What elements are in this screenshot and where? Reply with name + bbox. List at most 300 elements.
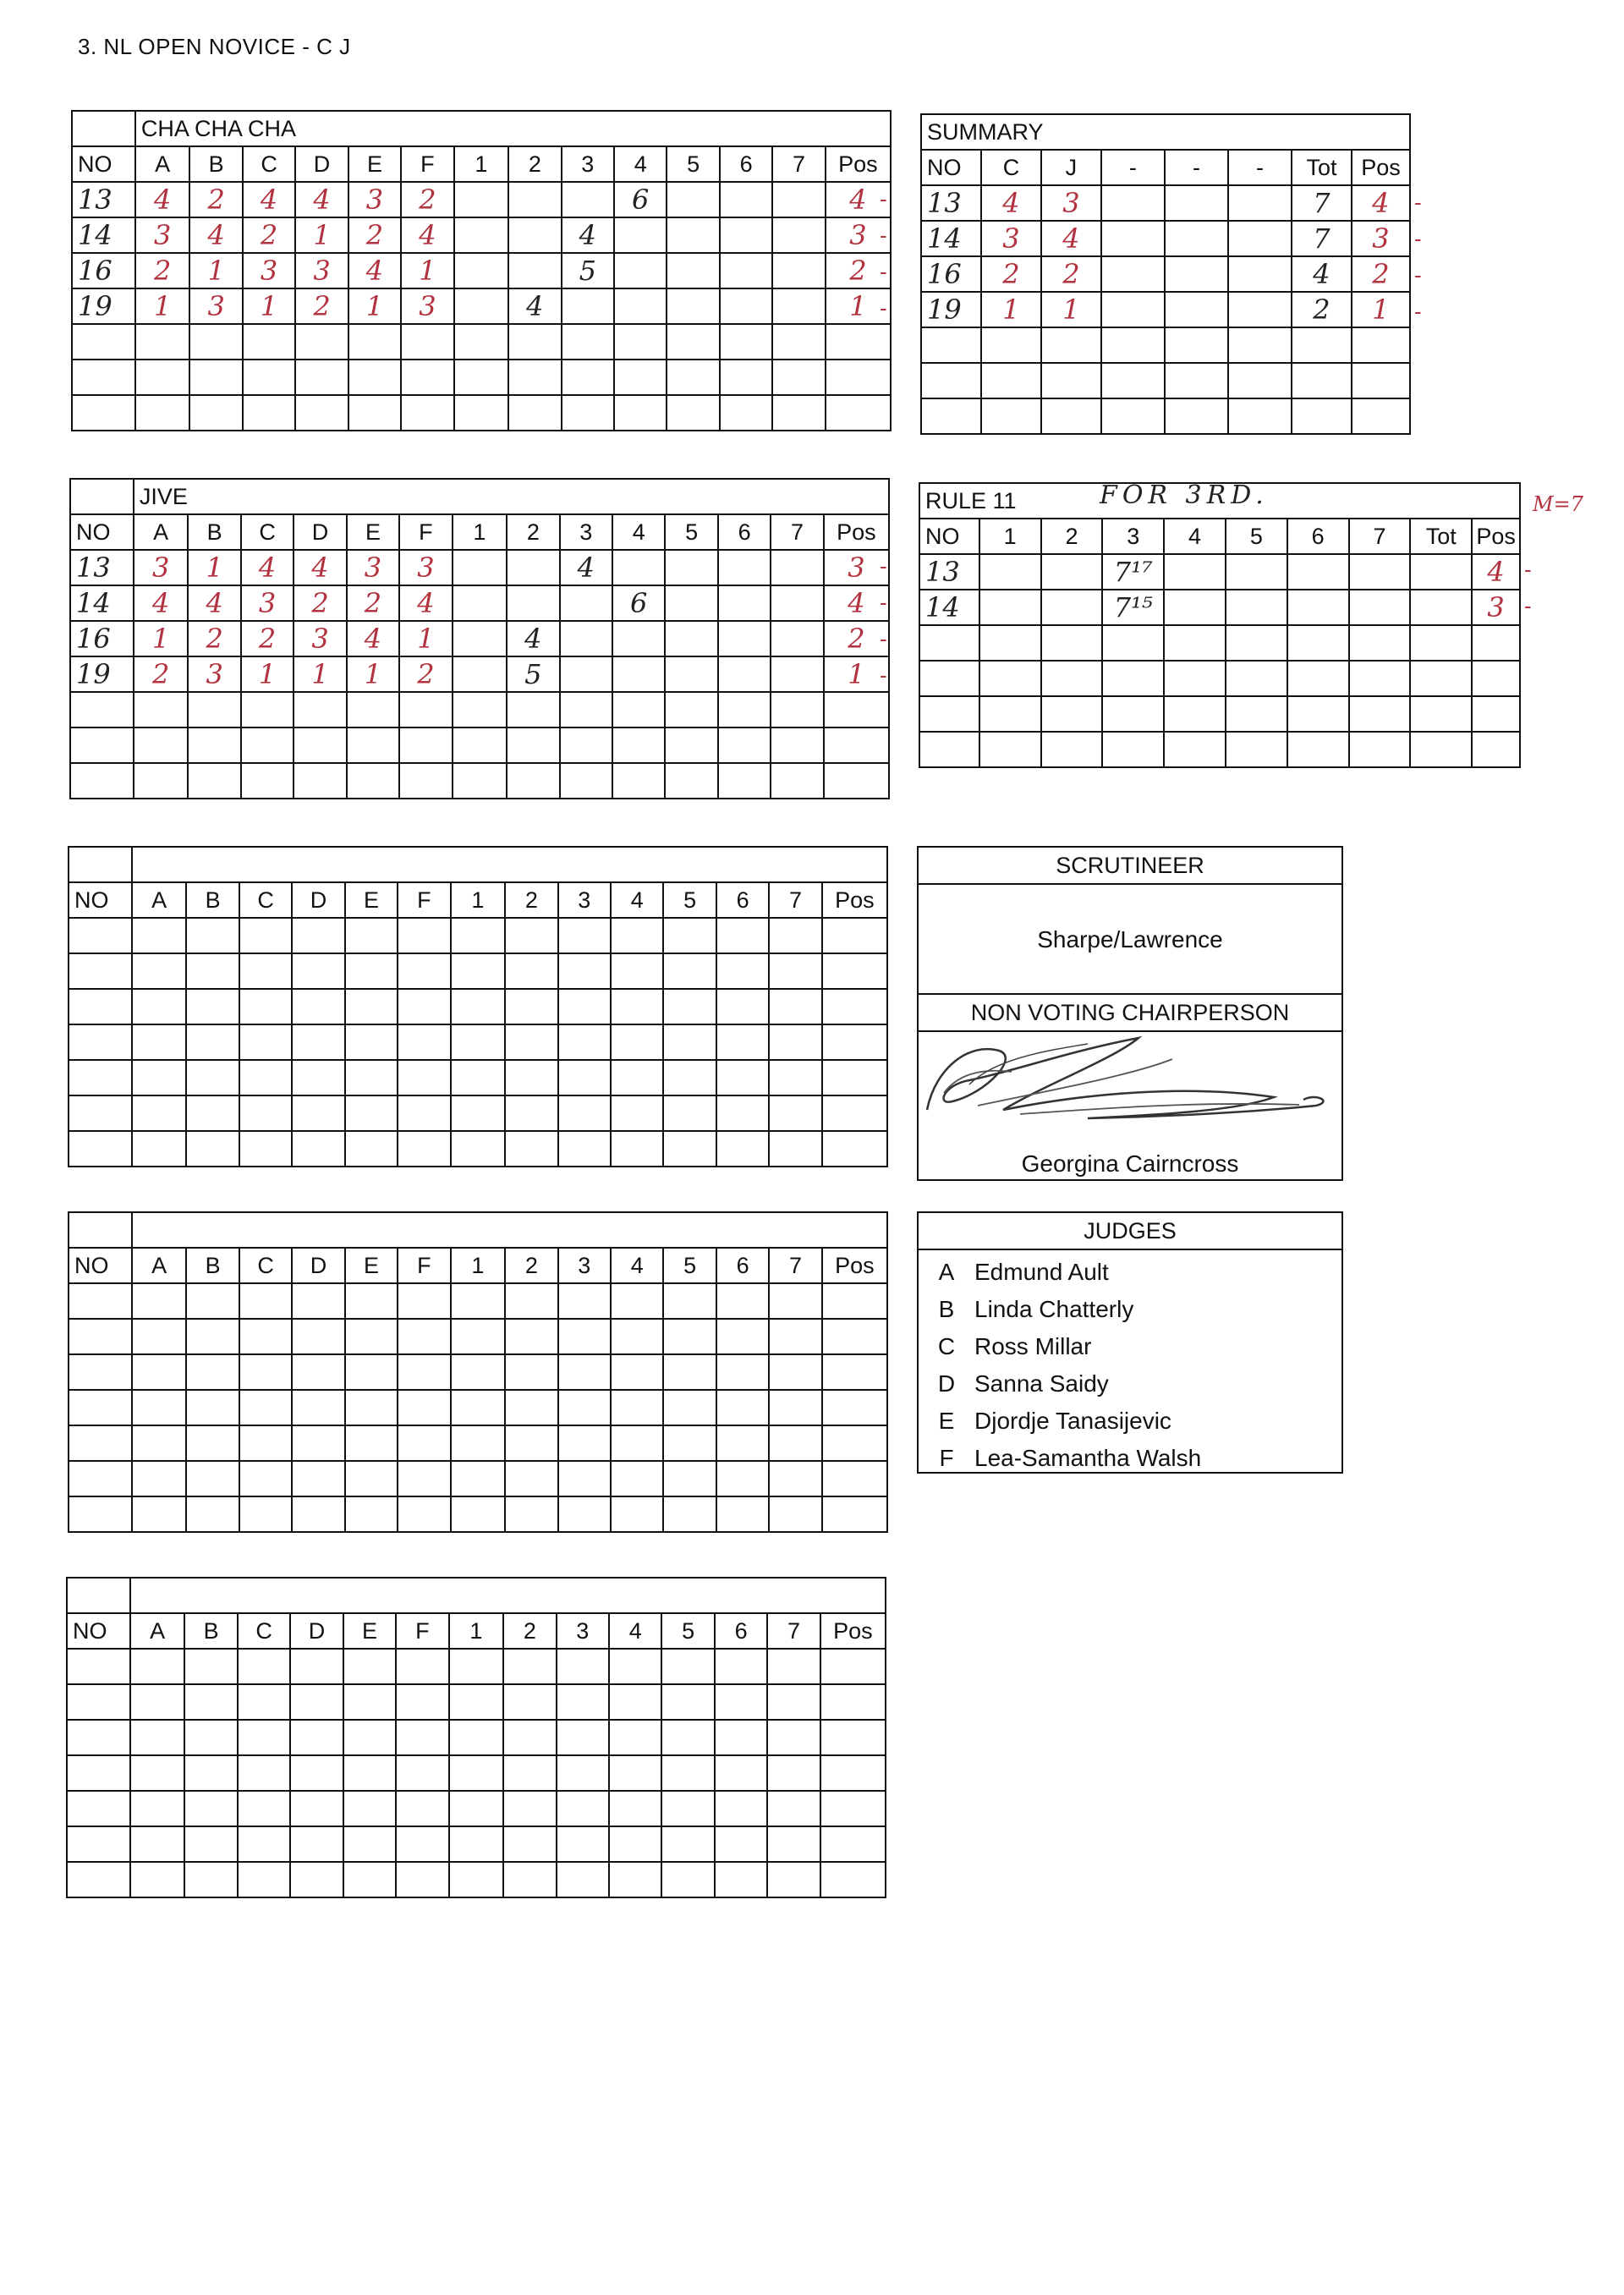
mark-cell bbox=[560, 550, 612, 585]
column-header: A bbox=[130, 1613, 185, 1649]
mark-cell bbox=[184, 1755, 237, 1791]
mark-cell bbox=[716, 1095, 769, 1131]
mark-cell bbox=[562, 360, 614, 395]
column-header: 7 bbox=[772, 146, 825, 182]
couple-number-cell bbox=[69, 1390, 132, 1425]
couple-number-cell bbox=[67, 1826, 130, 1862]
mark-cell bbox=[347, 585, 399, 621]
mark-cell bbox=[292, 1354, 344, 1390]
handwritten-value: 7¹⁵ bbox=[1113, 591, 1153, 623]
rule11-cell bbox=[1410, 696, 1472, 732]
mark-cell bbox=[614, 217, 667, 253]
mark-cell bbox=[503, 1826, 556, 1862]
couple-number-cell bbox=[919, 661, 979, 696]
mark-cell bbox=[558, 1390, 611, 1425]
handwritten-value: 6 bbox=[630, 587, 648, 619]
judge-letter: F bbox=[939, 1445, 954, 1471]
mark-cell bbox=[718, 656, 771, 692]
handwritten-value: 2 bbox=[1372, 258, 1390, 290]
mark-cell bbox=[720, 324, 772, 360]
mark-cell bbox=[558, 918, 611, 953]
mark-cell bbox=[665, 621, 717, 656]
mark-cell bbox=[661, 1720, 714, 1755]
mark-cell bbox=[820, 1826, 886, 1862]
handwritten-value: 1 bbox=[260, 290, 278, 322]
column-header: 7 bbox=[767, 1613, 820, 1649]
mark-cell bbox=[767, 1755, 820, 1791]
handwritten-value: 3 bbox=[417, 552, 435, 584]
mark-cell bbox=[557, 1755, 609, 1791]
mark-cell bbox=[292, 1095, 344, 1131]
dance-title: JIVE bbox=[134, 479, 889, 514]
mark-cell bbox=[720, 182, 772, 217]
mark-cell bbox=[135, 395, 190, 431]
table-row bbox=[921, 185, 1410, 221]
handwritten-value: 2 bbox=[419, 184, 436, 216]
mark-cell bbox=[715, 1720, 767, 1755]
mark-cell bbox=[611, 918, 663, 953]
handwritten-value: 14 bbox=[78, 219, 112, 251]
mark-cell bbox=[562, 182, 614, 217]
mark-cell bbox=[661, 1826, 714, 1862]
summary-cell bbox=[981, 292, 1041, 327]
table-row bbox=[919, 625, 1520, 661]
couple-number-cell bbox=[70, 550, 134, 585]
mark-cell bbox=[505, 1425, 557, 1461]
mark-cell bbox=[508, 288, 561, 324]
signature-image bbox=[919, 1034, 1341, 1135]
mark-cell bbox=[347, 656, 399, 692]
couple-number-cell bbox=[67, 1755, 130, 1791]
mark-cell bbox=[663, 1319, 716, 1354]
mark-cell bbox=[454, 217, 509, 253]
summary-cell bbox=[981, 398, 1041, 434]
mark-cell bbox=[453, 656, 508, 692]
dance-table-jive bbox=[69, 478, 890, 799]
mark-cell bbox=[396, 1791, 448, 1826]
mark-cell bbox=[661, 1755, 714, 1791]
mark-cell bbox=[132, 918, 187, 953]
mark-cell bbox=[824, 692, 889, 727]
mark-cell bbox=[396, 1826, 448, 1862]
page-title: 3. NL OPEN NOVICE - C J bbox=[78, 34, 351, 59]
mark-cell bbox=[189, 324, 242, 360]
mark-cell bbox=[663, 1060, 716, 1095]
column-header: 5 bbox=[661, 1613, 714, 1649]
mark-cell bbox=[398, 1024, 450, 1060]
table-row bbox=[72, 395, 891, 431]
column-header: D bbox=[290, 1613, 343, 1649]
handwritten-value: 7 bbox=[1313, 187, 1330, 219]
mark-cell bbox=[292, 1024, 344, 1060]
mark-cell bbox=[558, 1461, 611, 1496]
mark-cell bbox=[292, 1283, 344, 1319]
mark-cell bbox=[772, 288, 825, 324]
mark-cell bbox=[663, 1131, 716, 1167]
mark-cell bbox=[132, 1425, 187, 1461]
column-header: B bbox=[186, 882, 239, 918]
column-header: B bbox=[184, 1613, 237, 1649]
mark-cell bbox=[826, 395, 891, 431]
mark-cell bbox=[396, 1862, 448, 1897]
handwritten-value: 1 bbox=[258, 658, 277, 690]
mark-cell bbox=[186, 1425, 239, 1461]
mark-cell bbox=[135, 288, 190, 324]
mark-cell bbox=[189, 395, 242, 431]
mark-cell bbox=[454, 360, 509, 395]
column-header: A bbox=[134, 514, 189, 550]
mark-cell bbox=[399, 550, 452, 585]
mark-cell bbox=[769, 1390, 821, 1425]
mark-cell bbox=[820, 1755, 886, 1791]
mark-cell bbox=[772, 217, 825, 253]
mark-cell bbox=[611, 1319, 663, 1354]
judge-letter: E bbox=[938, 1408, 955, 1434]
mark-cell bbox=[348, 253, 401, 288]
mark-cell bbox=[767, 1649, 820, 1684]
handwritten-value: 19 bbox=[78, 290, 112, 322]
rule11-annotation: FOR 3RD. bbox=[1100, 480, 1269, 510]
column-header: 3 bbox=[560, 514, 612, 550]
column-header: F bbox=[401, 146, 453, 182]
handwritten-value: 3 bbox=[154, 219, 172, 251]
mark-cell bbox=[186, 1131, 239, 1167]
handwritten-value: 4 bbox=[1002, 187, 1020, 219]
mark-cell bbox=[132, 1095, 187, 1131]
mark-cell bbox=[451, 989, 506, 1024]
mark-cell bbox=[767, 1684, 820, 1720]
mark-cell bbox=[449, 1684, 504, 1720]
handwritten-value: 13 bbox=[927, 187, 962, 219]
mark-cell bbox=[132, 1390, 187, 1425]
couple-number-cell bbox=[72, 324, 135, 360]
mark-cell bbox=[449, 1755, 504, 1791]
couple-number-cell bbox=[921, 398, 981, 434]
column-header: Pos bbox=[1352, 150, 1410, 185]
mark-cell bbox=[612, 727, 665, 763]
mark-cell bbox=[507, 656, 559, 692]
handwritten-value: 4 bbox=[207, 219, 225, 251]
handwritten-value: 14 bbox=[927, 222, 962, 255]
column-header: C bbox=[238, 1613, 290, 1649]
mark-cell bbox=[132, 1354, 187, 1390]
mark-cell bbox=[503, 1862, 556, 1897]
summary-cell bbox=[1352, 327, 1410, 363]
mark-cell bbox=[401, 324, 453, 360]
column-header: Tot bbox=[1410, 519, 1472, 554]
mark-cell bbox=[292, 1319, 344, 1354]
couple-number-cell bbox=[70, 692, 134, 727]
mark-cell bbox=[453, 585, 508, 621]
mark-cell bbox=[295, 395, 348, 431]
mark-cell bbox=[820, 1720, 886, 1755]
couple-number-cell bbox=[67, 1649, 130, 1684]
column-header: 6 bbox=[720, 146, 772, 182]
mark-cell bbox=[292, 1496, 344, 1532]
mark-cell bbox=[611, 1496, 663, 1532]
summary-cell bbox=[1041, 398, 1101, 434]
column-header: 5 bbox=[1226, 519, 1287, 554]
rule11-cell bbox=[1226, 661, 1287, 696]
judge-name: Edmund Ault bbox=[974, 1259, 1109, 1285]
summary-cell bbox=[1292, 185, 1352, 221]
mark-cell bbox=[451, 1461, 506, 1496]
mark-cell bbox=[557, 1791, 609, 1826]
column-header: 1 bbox=[979, 519, 1041, 554]
mark-cell bbox=[716, 1283, 769, 1319]
mark-cell bbox=[667, 360, 719, 395]
mark-cell bbox=[720, 217, 772, 253]
handwritten-value: 1 bbox=[417, 623, 435, 655]
table-row bbox=[69, 1024, 887, 1060]
rule11-cell bbox=[1349, 590, 1411, 625]
mark-cell bbox=[769, 1461, 821, 1496]
summary-cell bbox=[1292, 292, 1352, 327]
couple-number-cell bbox=[69, 1060, 132, 1095]
mark-cell bbox=[454, 324, 509, 360]
mark-cell bbox=[716, 1354, 769, 1390]
mark-cell bbox=[134, 727, 189, 763]
mark-cell bbox=[557, 1684, 609, 1720]
dance-title bbox=[132, 847, 887, 882]
mark-cell bbox=[451, 1095, 506, 1131]
handwritten-value: 3 bbox=[1372, 222, 1390, 255]
column-header: J bbox=[1041, 150, 1101, 185]
mark-cell bbox=[505, 1095, 557, 1131]
table-row bbox=[919, 590, 1520, 625]
mark-cell bbox=[238, 1755, 290, 1791]
rule11-cell bbox=[1041, 590, 1103, 625]
mark-cell bbox=[348, 182, 401, 217]
mark-cell bbox=[558, 1319, 611, 1354]
mark-cell bbox=[135, 217, 190, 253]
mark-cell bbox=[558, 1496, 611, 1532]
mark-cell bbox=[822, 1283, 887, 1319]
column-header: 3 bbox=[557, 1613, 609, 1649]
summary-cell bbox=[1165, 327, 1228, 363]
mark-cell bbox=[451, 918, 506, 953]
mark-cell bbox=[135, 253, 190, 288]
mark-cell bbox=[505, 953, 557, 989]
mark-cell bbox=[294, 585, 346, 621]
handwritten-value: 1 bbox=[313, 219, 331, 251]
handwritten-value: 1 bbox=[152, 623, 170, 655]
mark-cell bbox=[345, 1496, 398, 1532]
handwritten-value: 2 bbox=[1062, 258, 1080, 290]
mark-cell bbox=[505, 989, 557, 1024]
mark-cell bbox=[399, 585, 452, 621]
mark-cell bbox=[508, 217, 561, 253]
handwritten-value: 5 bbox=[579, 255, 596, 287]
table-row bbox=[921, 221, 1410, 256]
column-header: E bbox=[345, 882, 398, 918]
mark-cell bbox=[820, 1649, 886, 1684]
table-row bbox=[67, 1720, 886, 1755]
table-row bbox=[69, 989, 887, 1024]
mark-cell bbox=[822, 1354, 887, 1390]
mark-cell bbox=[612, 621, 665, 656]
mark-cell bbox=[184, 1720, 237, 1755]
couple-number-cell bbox=[919, 732, 979, 767]
table-row bbox=[70, 656, 889, 692]
mark-cell bbox=[454, 253, 509, 288]
mark-cell bbox=[661, 1684, 714, 1720]
mark-cell bbox=[238, 1649, 290, 1684]
mark-cell bbox=[243, 360, 295, 395]
mark-cell bbox=[507, 621, 559, 656]
table-row bbox=[69, 1461, 887, 1496]
summary-cell bbox=[1352, 398, 1410, 434]
mark-cell bbox=[611, 1131, 663, 1167]
mark-cell bbox=[663, 953, 716, 989]
mark-cell bbox=[505, 1461, 557, 1496]
mark-cell bbox=[343, 1791, 396, 1826]
couple-number-cell bbox=[72, 253, 135, 288]
summary-cell bbox=[1165, 185, 1228, 221]
summary-cell bbox=[1101, 221, 1165, 256]
column-header: E bbox=[348, 146, 401, 182]
column-header: E bbox=[345, 1248, 398, 1283]
dance-table-corner bbox=[70, 479, 134, 514]
handwritten-value: 4 bbox=[1372, 187, 1390, 219]
mark-cell bbox=[348, 324, 401, 360]
mark-cell bbox=[451, 953, 506, 989]
mark-cell bbox=[663, 1461, 716, 1496]
couple-number-cell bbox=[919, 696, 979, 732]
rule11-cell bbox=[1410, 661, 1472, 696]
mark-cell bbox=[295, 324, 348, 360]
summary-cell bbox=[1228, 292, 1292, 327]
mark-cell bbox=[614, 360, 667, 395]
handwritten-value: 3 bbox=[206, 658, 223, 690]
mark-cell bbox=[822, 1060, 887, 1095]
couple-number-cell bbox=[70, 763, 134, 799]
summary-cell bbox=[1352, 256, 1410, 292]
rule11-cell bbox=[979, 732, 1041, 767]
mark-cell bbox=[449, 1649, 504, 1684]
mark-cell bbox=[663, 1425, 716, 1461]
handwritten-value: 3 bbox=[258, 587, 277, 619]
mark-cell bbox=[130, 1826, 185, 1862]
column-header: NO bbox=[69, 1248, 132, 1283]
mark-cell bbox=[769, 1354, 821, 1390]
mark-cell bbox=[611, 1283, 663, 1319]
rule11-cell bbox=[1164, 661, 1226, 696]
mark-cell bbox=[238, 1684, 290, 1720]
mark-cell bbox=[345, 1131, 398, 1167]
rule11-title: RULE 11 bbox=[919, 483, 1520, 519]
mark-cell bbox=[663, 989, 716, 1024]
mark-cell bbox=[826, 360, 891, 395]
mark-cell bbox=[767, 1720, 820, 1755]
mark-cell bbox=[401, 253, 453, 288]
mark-cell bbox=[132, 989, 187, 1024]
mark-cell bbox=[508, 360, 561, 395]
mark-cell bbox=[134, 763, 189, 799]
handwritten-value: 3 bbox=[207, 290, 225, 322]
mark-cell bbox=[398, 1425, 450, 1461]
column-header: NO bbox=[69, 882, 132, 918]
mark-cell bbox=[132, 1461, 187, 1496]
table-row bbox=[69, 1095, 887, 1131]
mark-cell bbox=[396, 1684, 448, 1720]
column-header: B bbox=[189, 146, 242, 182]
handwritten-value: 4 bbox=[313, 184, 331, 216]
mark-cell bbox=[345, 953, 398, 989]
rule11-cell bbox=[1287, 696, 1349, 732]
mark-cell bbox=[188, 621, 240, 656]
column-header: Pos bbox=[822, 882, 887, 918]
column-header: 3 bbox=[562, 146, 614, 182]
column-header: C bbox=[243, 146, 295, 182]
mark-cell bbox=[241, 727, 294, 763]
column-header: B bbox=[186, 1248, 239, 1283]
handwritten-value: 3 bbox=[260, 255, 278, 287]
mark-cell bbox=[663, 918, 716, 953]
dance-table-corner bbox=[69, 1212, 132, 1248]
rule11-cell bbox=[1164, 732, 1226, 767]
rule11-cell bbox=[1472, 696, 1520, 732]
column-header: A bbox=[132, 882, 187, 918]
dance-table-cha-cha-cha bbox=[71, 110, 892, 431]
mark-cell bbox=[239, 989, 292, 1024]
column-header: 1 bbox=[453, 514, 508, 550]
table-row bbox=[72, 182, 891, 217]
table-row bbox=[72, 288, 891, 324]
table-row bbox=[72, 217, 891, 253]
mark-cell bbox=[667, 217, 719, 253]
handwritten-value: 3 bbox=[1487, 591, 1505, 623]
couple-number-cell bbox=[67, 1862, 130, 1897]
rule11-cell bbox=[1472, 625, 1520, 661]
mark-cell bbox=[507, 727, 559, 763]
mark-cell bbox=[188, 656, 240, 692]
mark-cell bbox=[505, 1060, 557, 1095]
rule11-cell bbox=[1349, 661, 1411, 696]
mark-cell bbox=[769, 1425, 821, 1461]
mark-cell bbox=[449, 1720, 504, 1755]
column-header: C bbox=[239, 882, 292, 918]
handwritten-value: 2 bbox=[152, 658, 170, 690]
mark-cell bbox=[184, 1826, 237, 1862]
handwritten-value: 2 bbox=[206, 623, 223, 655]
mark-cell bbox=[292, 918, 344, 953]
summary-cell bbox=[1352, 292, 1410, 327]
mark-cell bbox=[611, 1024, 663, 1060]
column-header: 4 bbox=[609, 1613, 661, 1649]
table-row bbox=[72, 360, 891, 395]
rule11-cell bbox=[979, 696, 1041, 732]
handwritten-value: 4 bbox=[524, 623, 542, 655]
rule11-cell bbox=[1472, 661, 1520, 696]
mark-cell bbox=[348, 360, 401, 395]
mark-cell bbox=[188, 727, 240, 763]
couple-number-cell bbox=[69, 989, 132, 1024]
couple-number-cell bbox=[72, 395, 135, 431]
rule11-cell bbox=[1102, 661, 1164, 696]
mark-cell bbox=[451, 1425, 506, 1461]
mark-cell bbox=[718, 621, 771, 656]
summary-cell bbox=[981, 327, 1041, 363]
mark-cell bbox=[292, 1131, 344, 1167]
mark-cell bbox=[243, 395, 295, 431]
mark-cell bbox=[292, 1425, 344, 1461]
rule11-cell bbox=[1164, 696, 1226, 732]
mark-cell bbox=[612, 692, 665, 727]
column-header: 6 bbox=[716, 1248, 769, 1283]
mark-cell bbox=[186, 918, 239, 953]
handwritten-value: 2 bbox=[258, 623, 277, 655]
